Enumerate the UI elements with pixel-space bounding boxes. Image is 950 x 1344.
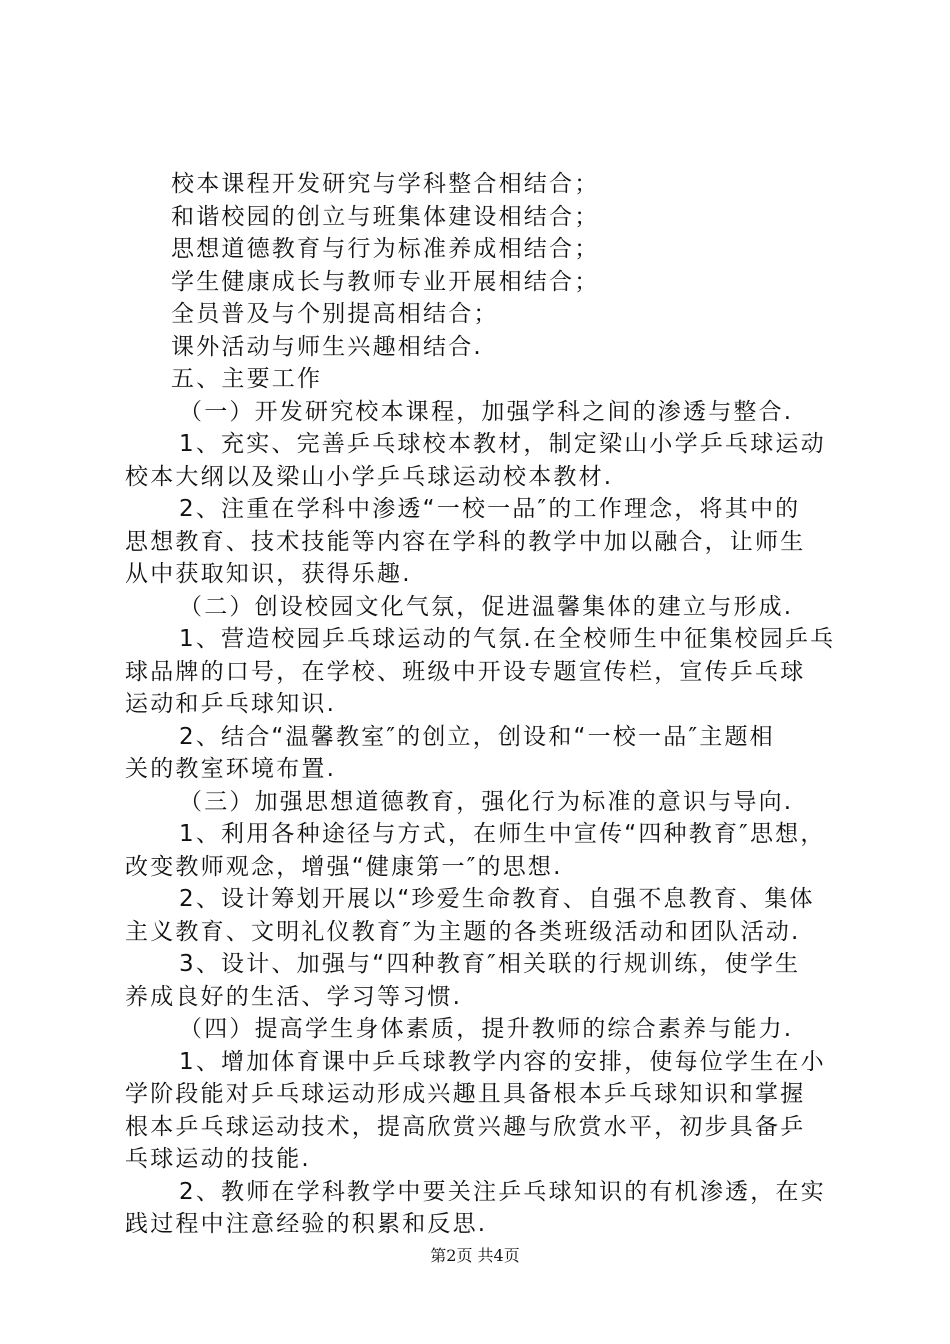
text-line: 思想道德教育与行为标准养成相结合； [171, 236, 600, 262]
text-line: 从中获取知识，获得乐趣. [125, 561, 412, 587]
text-line: 运动和乒乓球知识. [125, 691, 337, 717]
text-line: 3、设计、加强与“四种教育″相关联的行规训练，使学生 [179, 951, 801, 977]
text-line: 2、设计筹划开展以“珍爱生命教育、自强不息教育、集体 [179, 886, 815, 912]
text-line: 改变教师观念，增强“健康第一″的思想. [125, 853, 563, 880]
text-line: 和谐校园的创立与班集体建设相结合； [171, 203, 600, 230]
text-line: 践过程中注意经验的积累和反思. [125, 1211, 488, 1237]
subsection-heading: （四）提高学生身体素质，提升教师的综合素养与能力. [179, 1016, 794, 1042]
text-line: 球品牌的口号，在学校、班级中开设专题宣传栏，宣传乒乓球 [125, 658, 806, 685]
text-line: 2、注重在学科中渗透“一校一品″的工作理念，将其中的 [179, 496, 801, 522]
text-line: 思想教育、技术技能等内容在学科的教学中加以融合，让师生 [125, 528, 806, 555]
text-line: 乓球运动的技能. [125, 1146, 311, 1172]
text-line: 课外活动与师生兴趣相结合. [171, 333, 483, 360]
text-line: 1、营造校园乒乓球运动的气氛.在全校师生中征集校园乒乓 [179, 626, 836, 652]
text-line: 校本大纲以及梁山小学乒乓球运动校本教材. [125, 463, 614, 490]
text-line: 养成良好的生活、学习等习惯. [125, 983, 463, 1010]
text-line: 校本课程开发研究与学科整合相结合； [171, 171, 600, 197]
body-text [125, 168, 845, 1241]
subsection-heading: （一）开发研究校本课程，加强学科之间的渗透与整合. [179, 398, 794, 425]
section-heading: 五、主要工作 [171, 366, 323, 392]
text-line: 根本乒乓球运动技术，提高欣赏兴趣与欣赏水平，初步具备乒 [125, 1113, 806, 1140]
text-line: 2、结合“温馨教室″的创立，创设和“一校一品″主题相 [179, 723, 775, 750]
subsection-heading: （二）创设校园文化气氛，促进温馨集体的建立与形成. [179, 593, 794, 620]
text-line: 1、增加体育课中乒乓球教学内容的安排，使每位学生在小 [179, 1048, 826, 1075]
text-line: 1、充实、完善乒乓球校本教材，制定梁山小学乒乓球运动 [179, 431, 826, 457]
text-line: 学生健康成长与教师专业开展相结合； [171, 268, 600, 295]
text-line: 主义教育、文明礼仪教育″为主题的各类班级活动和团队活动. [125, 918, 801, 945]
page-footer: 第2页 共4页 [430, 1246, 520, 1265]
subsection-heading: （三）加强思想道德教育，强化行为标准的意识与导向. [179, 788, 794, 815]
text-line: 1、利用各种途径与方式，在师生中宣传“四种教育″思想， [179, 821, 826, 847]
text-line: 2、教师在学科教学中要关注乒乓球知识的有机渗透，在实 [179, 1178, 826, 1205]
text-line: 关的教室环境布置. [125, 756, 337, 782]
text-line: 全员普及与个别提高相结合； [171, 301, 499, 327]
text-line: 学阶段能对乒乓球运动形成兴趣且具备根本乒乓球知识和掌握 [125, 1081, 806, 1107]
